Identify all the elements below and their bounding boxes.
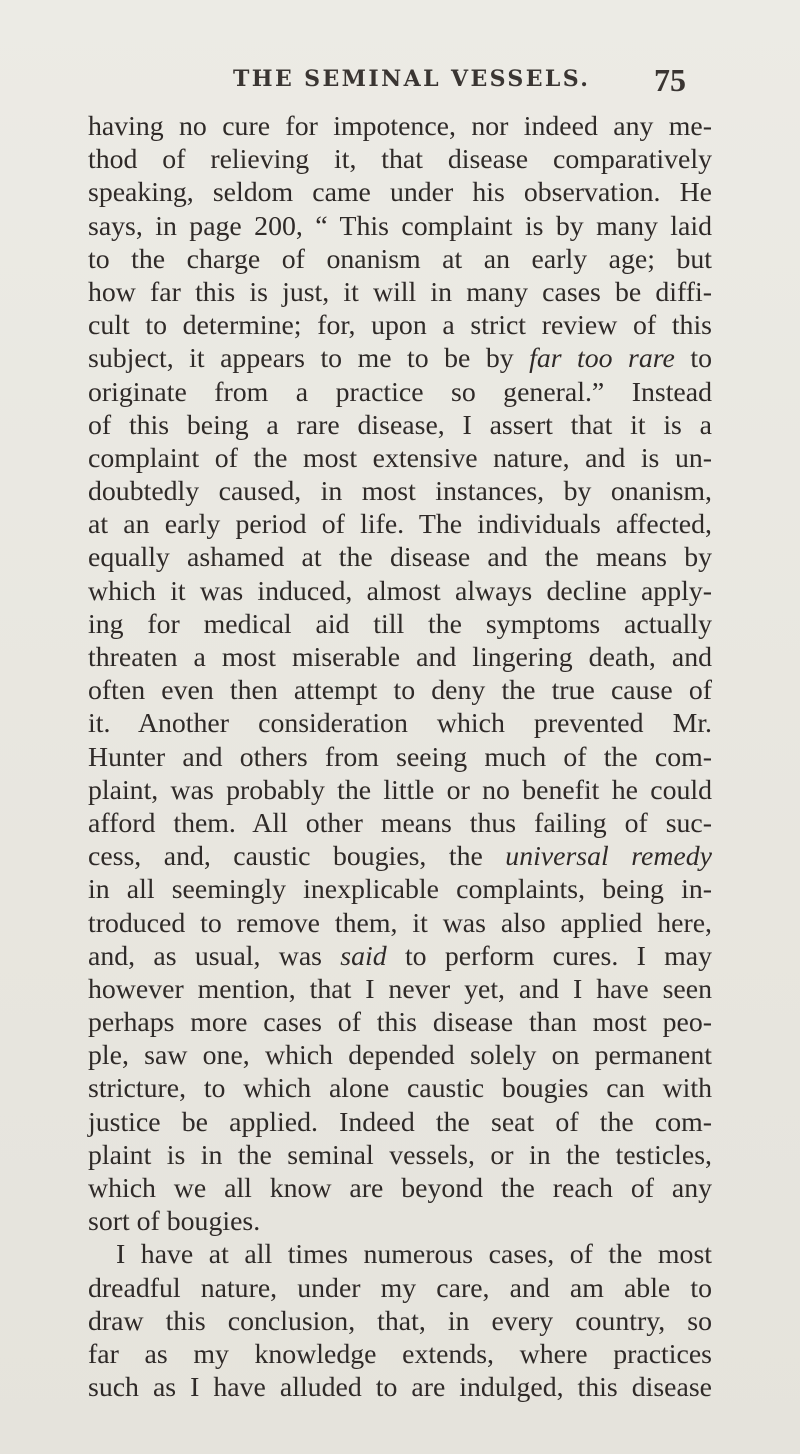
text-line [88,674,712,707]
text-segment: to the charge of onanism at an early age; but [88,243,712,275]
text-segment: plaint, was probably the little or no benefit he could [88,774,712,806]
text-segment: stricture, to which alone caustic bougies can with [88,1073,712,1105]
italic-text: universal remedy [505,841,712,873]
text-segment: of this being a rare disease, I assert that it is a [88,409,712,441]
text-segment: which we all know are beyond the reach of any [88,1173,712,1204]
text-line [88,276,712,309]
text-line [88,907,712,940]
text-line [88,1238,712,1271]
text-segment: subject, it appears to me to be by [88,343,530,375]
text-segment: in all seemingly inexplicable complaints, being in- [88,874,712,906]
text-segment: doubtedly caused, in most instances, by onanism, [88,476,712,508]
italic-text: far too rare [529,343,675,375]
page-number: 75 [654,62,686,98]
running-title: THE SEMINAL VESSELS. [233,66,591,92]
italic-text: said [340,940,387,972]
text-segment: perhaps more cases of this disease than most peo- [88,1007,712,1039]
text-line [88,575,712,608]
text-segment: and, as usual, was [88,940,341,972]
text-line [88,1172,712,1205]
text-segment: originate from a practice so general.” Instead [88,376,712,408]
text-line [88,508,712,541]
text-line [88,243,712,276]
text-segment: sort of bougies. [88,1206,261,1238]
text-line [88,940,712,973]
text-segment: thod of relieving it, that disease comparatively [88,144,712,176]
text-line [88,1139,712,1172]
text-segment: how far this is just, it will in many cases be diffi- [88,276,712,308]
text-segment: threaten a most miserable and lingering death, and [88,642,712,673]
text-segment: dreadful nature, under my care, and am able to [88,1272,712,1304]
text-line [88,707,712,740]
text-line [88,807,712,840]
text-segment: to perform cures. I may [386,940,712,972]
text-line [88,1006,712,1039]
text-segment: justice be applied. Indeed the seat of the com- [88,1106,712,1138]
text-segment: plaint is in the seminal vessels, or in the testicles, [88,1139,712,1171]
text-line [88,1106,712,1139]
running-head [0,62,800,106]
text-segment: which it was induced, almost always decline apply- [88,575,712,607]
text-line [88,442,712,475]
text-line [88,1371,712,1404]
text-line [88,1338,712,1371]
text-segment: however mention, that I never yet, and I have seen [88,973,712,1005]
text-line [88,176,712,209]
text-segment: ple, saw one, which depended solely on permanent [88,1040,712,1072]
text-line [88,608,712,641]
text-segment: complaint of the most extensive nature, and is un- [88,442,712,474]
text-line [88,1305,712,1338]
text-line [88,409,712,442]
text-segment: it. Another consideration which prevented Mr. [88,708,712,740]
text-line [88,1205,712,1238]
text-segment: having no cure for impotence, nor indeed any me- [88,111,712,142]
text-segment: equally ashamed at the disease and the means by [88,542,712,574]
text-line [88,1272,712,1305]
text-line [88,641,712,674]
text-segment: often even then attempt to deny the true cause of [88,675,712,707]
text-line [88,143,712,176]
text-line [88,342,712,375]
text-line [88,774,712,807]
text-segment: cess, and, caustic bougies, the [88,841,506,873]
text-segment: draw this conclusion, that, in every country, so [88,1305,712,1337]
text-line [88,840,712,873]
text-segment: such as I have alluded to are indulged, this disease [88,1372,712,1404]
text-segment: I have at all times numerous cases, of the most [116,1239,712,1271]
text-line [88,309,712,342]
text-line [88,973,712,1006]
text-line [88,376,712,409]
text-line [88,1039,712,1072]
text-segment: Hunter and others from seeing much of the com- [88,741,712,773]
text-line [88,873,712,906]
text-line [88,475,712,508]
text-segment: cult to determine; for, upon a strict review of this [88,310,712,342]
text-segment: afford them. All other means thus failing of suc- [88,807,712,839]
text-line [88,210,712,243]
text-segment: troduced to remove them, it was also applied here, [88,907,712,939]
text-segment: ing for medical aid till the symptoms actually [88,608,712,640]
text-segment: says, in page 200, “ This complaint is by many laid [88,210,712,242]
text-segment: speaking, seldom came under his observation. He [88,177,712,209]
text-segment: at an early period of life. The individuals affected, [88,509,712,541]
text-line [88,1072,712,1105]
text-line [88,541,712,574]
text-segment: to [674,343,712,375]
text-segment: far as my knowledge extends, where practices [88,1338,712,1370]
text-line [88,110,712,143]
text-line [88,741,712,774]
body-text [88,110,712,1404]
